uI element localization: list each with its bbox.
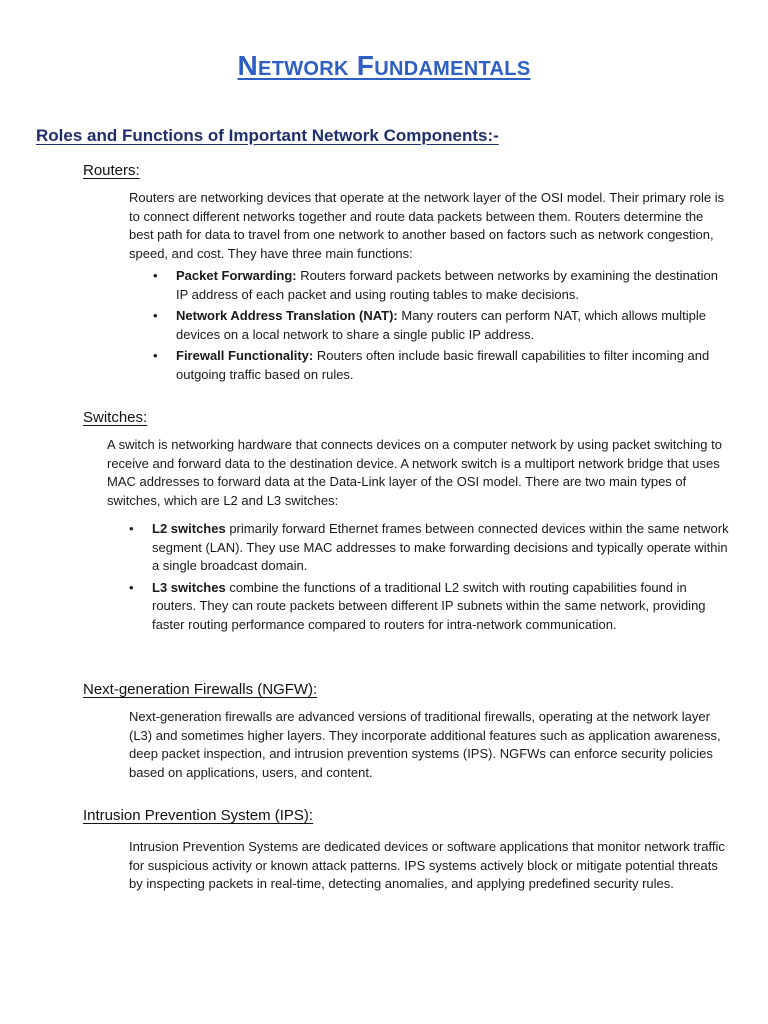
list-item-text: primarily forward Ethernet frames between connected devices within the same network segment (LAN). They use MAC addresses to make forwarding decisions and typically operate within a single broadcast domain.: [152, 521, 729, 574]
list-item-term: Firewall Functionality:: [176, 348, 314, 364]
switches-heading: Switches:: [83, 409, 148, 426]
list-item: [129, 579, 734, 635]
switches-intro: A switch is networking hardware that connects devices on a computer network by using packet switching to receive and forward data to the destination device. A network switch is a multiport network bridge that uses MAC addresses to forward data at the Data-Link layer of the OSI model. There are two main types of switches, which are L2 and L3 switches:: [107, 437, 722, 508]
routers-functions-list: [153, 267, 733, 388]
switches-types-list: [129, 520, 734, 638]
ngfw-body: Next-generation firewalls are advanced versions of traditional firewalls, operating at the network layer (L3) and sometimes higher layers. They incorporate additional features such as application awareness, deep packet inspection, and intrusion prevention systems (IPS). NGFWs can enforce security policies based on applications, users, and content.: [129, 709, 721, 780]
list-item: [129, 520, 734, 576]
list-item-text: Routers often include basic firewall capabilities to filter incoming and outgoing traffic based on rules.: [176, 348, 710, 382]
ips-heading: Intrusion Prevention System (IPS):: [83, 807, 314, 824]
list-item-text: combine the functions of a traditional L2 switch with routing capabilities found in routers. They can route packets between different IP subnets within the same network, providing faster routing performance compared to routers for intra-network communication.: [152, 579, 706, 632]
list-item: [153, 267, 733, 304]
routers-heading: Routers:: [83, 162, 140, 179]
list-item-term: L3 switches: [152, 579, 226, 595]
list-item: [153, 347, 733, 384]
section-subtitle: Roles and Functions of Important Network Components:-: [36, 126, 499, 145]
list-item-term: L2 switches: [152, 521, 226, 536]
routers-intro: Routers are networking devices that operate at the network layer of the OSI model. Their primary role is to connect different networks together and route data packets between them. Routers determine the best path for data to travel from one network to another based on factors such as network congestion, speed, and cost. They have three main functions:: [129, 190, 725, 261]
page-title: Network Fundamentals: [237, 50, 531, 81]
list-item-text: Many routers can perform NAT, which allows multiple devices on a local network to share a single public IP address.: [176, 308, 707, 342]
list-item-term: Packet Forwarding:: [176, 268, 297, 283]
ngfw-heading: Next-generation Firewalls (NGFW):: [83, 681, 318, 698]
list-item: [153, 307, 733, 344]
list-item-term: Network Address Translation (NAT):: [176, 308, 398, 324]
list-item-text: Routers forward packets between networks by examining the destination IP address of each packet and using routing tables to make decisions.: [176, 268, 718, 302]
ips-body: Intrusion Prevention Systems are dedicated devices or software applications that monitor network traffic for suspicious activity or known attack patterns. IPS systems actively block or mitigate potential threats by inspecting packets in real-time, detecting anomalies, and applying predefined security rules.: [129, 839, 725, 892]
